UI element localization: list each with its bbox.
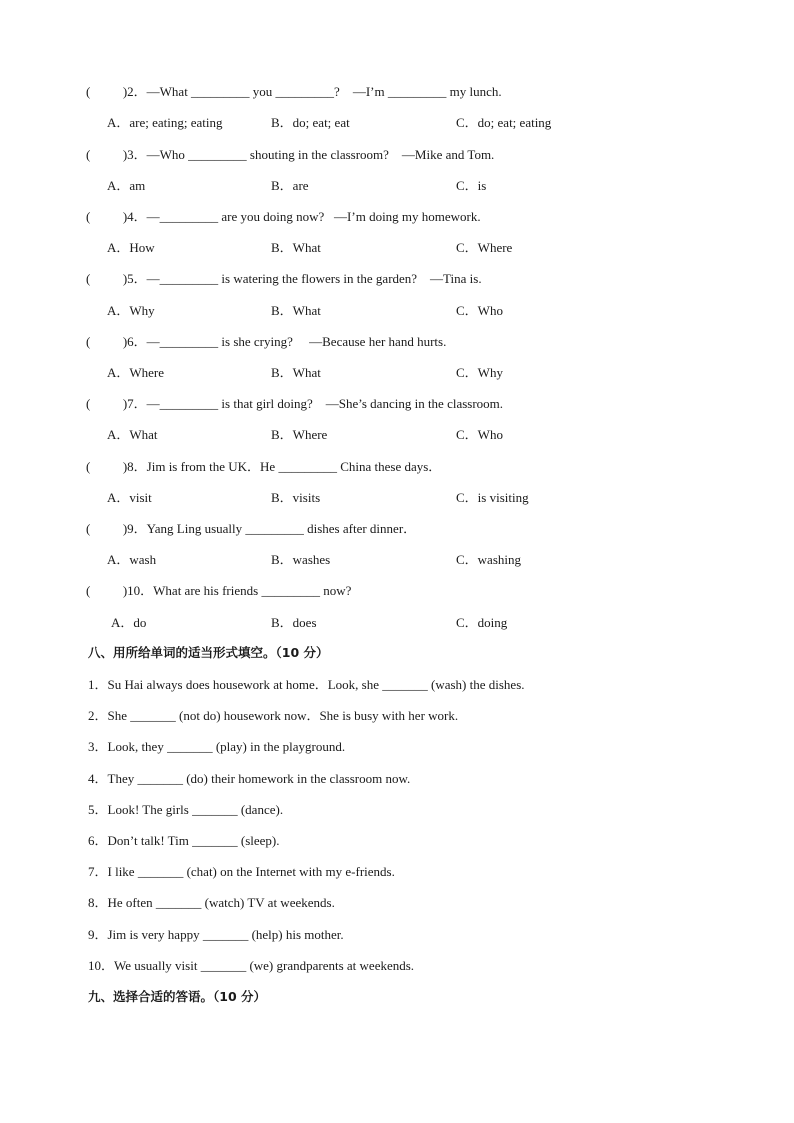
fill-item: 6．Don’t talk! Tim _______ (sleep).	[88, 833, 280, 848]
mc-option-a: A．wash	[107, 552, 157, 567]
mc-option-a: A．How	[107, 240, 155, 255]
mc-question-stem: ( )3．—Who _________ shouting in the classroom? —Mike and Tom.	[86, 147, 495, 162]
mc-question-stem: ( )9．Yang Ling usually _________ dishes after dinner．	[86, 521, 417, 536]
mc-option-a: A．Where	[107, 365, 165, 380]
mc-question-stem: ( )7．—_________ is that girl doing? —She’s dancing in the classroom.	[86, 396, 504, 411]
mc-option-c: C．Who	[456, 427, 503, 442]
mc-option-c: C．is	[456, 178, 487, 193]
section-8-title: 八、用所给单词的适当形式填空。（10 分）	[88, 645, 329, 660]
mc-question-stem: ( )8．Jim is from the UK．He _________ China these days．	[86, 459, 442, 474]
mc-option-a: A．am	[107, 178, 146, 193]
mc-option-b: B．does	[271, 615, 317, 630]
mc-question-stem: ( )5．—_________ is watering the flowers in the garden? —Tina is.	[86, 271, 482, 286]
fill-item: 1．Su Hai always does housework at home．Look, she _______ (wash) the dishes.	[88, 677, 525, 692]
fill-item: 9．Jim is very happy _______ (help) his mother.	[88, 927, 344, 942]
mc-option-b: B．What	[271, 303, 321, 318]
mc-question-stem: ( )6．—_________ is she crying? —Because her hand hurts.	[86, 334, 447, 349]
mc-option-a: A．visit	[107, 490, 152, 505]
mc-option-b: B．do; eat; eat	[271, 115, 350, 130]
mc-question-stem: ( )2．—What _________ you _________? —I’m _________ my lunch.	[86, 84, 502, 99]
mc-question-stem: ( )4．—_________ are you doing now? —I’m doing my homework.	[86, 209, 481, 224]
mc-option-a: A．What	[107, 427, 158, 442]
mc-question-stem: ( )10．What are his friends _________ now?	[86, 583, 352, 598]
fill-item: 7．I like _______ (chat) on the Internet with my e-friends.	[88, 864, 395, 879]
mc-option-b: B．Where	[271, 427, 328, 442]
mc-option-b: B．are	[271, 178, 309, 193]
mc-option-b: B．visits	[271, 490, 321, 505]
mc-option-a: A．Why	[107, 303, 155, 318]
fill-item: 5．Look! The girls _______ (dance).	[88, 802, 284, 817]
mc-option-c: C．Why	[456, 365, 503, 380]
mc-option-c: C．Who	[456, 303, 503, 318]
mc-option-c: C．doing	[456, 615, 508, 630]
mc-option-b: B．What	[271, 365, 321, 380]
mc-option-a: A．do	[111, 615, 147, 630]
mc-option-b: B．washes	[271, 552, 331, 567]
section-9-title: 九、选择合适的答语。（10 分）	[88, 989, 266, 1004]
fill-item: 8．He often _______ (watch) TV at weekends.	[88, 895, 335, 910]
mc-option-a: A．are; eating; eating	[107, 115, 223, 130]
fill-item: 2．She _______ (not do) housework now．She is busy with her work.	[88, 708, 459, 723]
mc-option-c: C．washing	[456, 552, 522, 567]
fill-item: 3．Look, they _______ (play) in the playground.	[88, 739, 346, 754]
mc-option-c: C．is visiting	[456, 490, 529, 505]
fill-item: 10．We usually visit _______ (we) grandparents at weekends.	[88, 958, 415, 973]
mc-option-b: B．What	[271, 240, 321, 255]
mc-option-c: C．do; eat; eating	[456, 115, 552, 130]
fill-item: 4．They _______ (do) their homework in the classroom now.	[88, 771, 411, 786]
mc-option-c: C．Where	[456, 240, 513, 255]
